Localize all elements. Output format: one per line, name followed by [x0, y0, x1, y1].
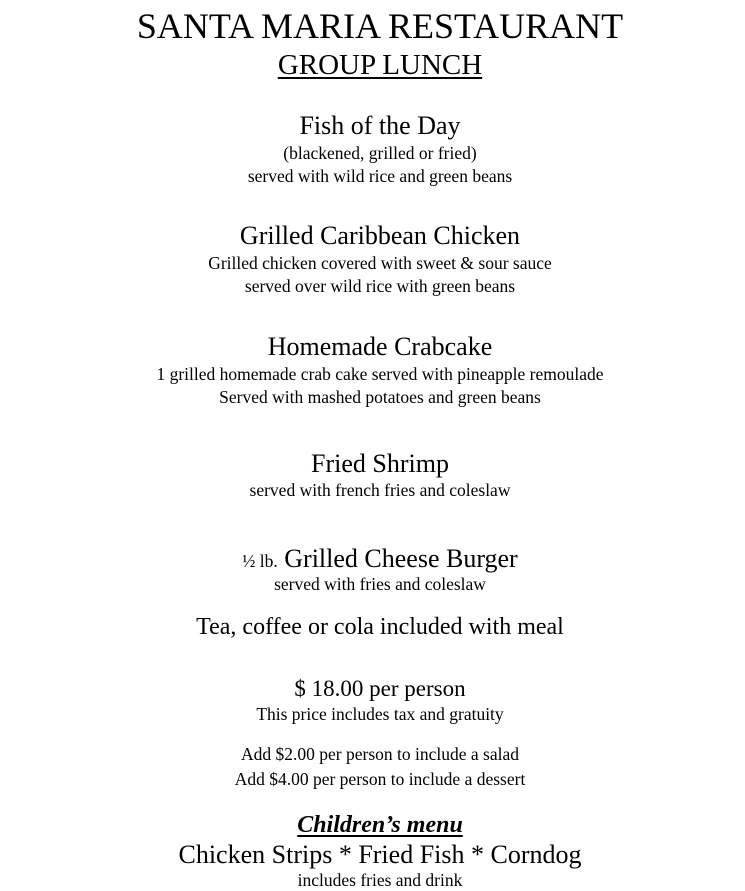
dish-desc-chicken-2: served over wild rice with green beans — [244, 276, 516, 296]
dish-name-burger-row — [0, 546, 745, 572]
childrens-menu-items: Chicken Strips * Fried Fish * Corndog — [178, 840, 582, 869]
dish-name-chicken: Grilled Caribbean Chicken — [239, 221, 521, 250]
price-note: This price includes tax and gratuity — [256, 704, 504, 724]
dish-name-fish: Fish of the Day — [299, 111, 461, 140]
drinks-note: Tea, coffee or cola included with meal — [196, 614, 564, 640]
addon-salad: Add $2.00 per person to include a salad — [241, 744, 519, 764]
dish-desc-chicken-1: Grilled chicken covered with sweet & sour sauce — [208, 253, 552, 273]
restaurant-title: SANTA MARIA RESTAURANT — [136, 6, 624, 46]
dish-desc-fish-1: (blackened, grilled or fried) — [283, 143, 477, 163]
dish-prefix-burger: ½ lb. — [242, 551, 278, 571]
dish-desc-fish-2: served with wild rice and green beans — [247, 166, 513, 186]
dish-desc-crabcake-1: 1 grilled homemade crab cake served with pineapple remoulade — [156, 364, 604, 384]
menu-subtitle: GROUP LUNCH — [277, 49, 483, 81]
addon-dessert: Add $4.00 per person to include a dessert — [234, 769, 526, 789]
dish-name-shrimp: Fried Shrimp — [311, 449, 449, 478]
childrens-menu-heading: Children’s menu — [297, 812, 463, 838]
price-per-person: $ 18.00 per person — [294, 676, 466, 701]
dish-name-burger: Grilled Cheese Burger — [284, 544, 518, 573]
dish-name-crabcake: Homemade Crabcake — [267, 332, 493, 361]
childrens-menu-note: includes fries and drink — [297, 870, 463, 890]
dish-desc-crabcake-2: Served with mashed potatoes and green beans — [219, 387, 541, 407]
dish-desc-burger-1: served with fries and coleslaw — [274, 574, 486, 594]
dish-desc-shrimp-1: served with french fries and coleslaw — [249, 480, 511, 500]
